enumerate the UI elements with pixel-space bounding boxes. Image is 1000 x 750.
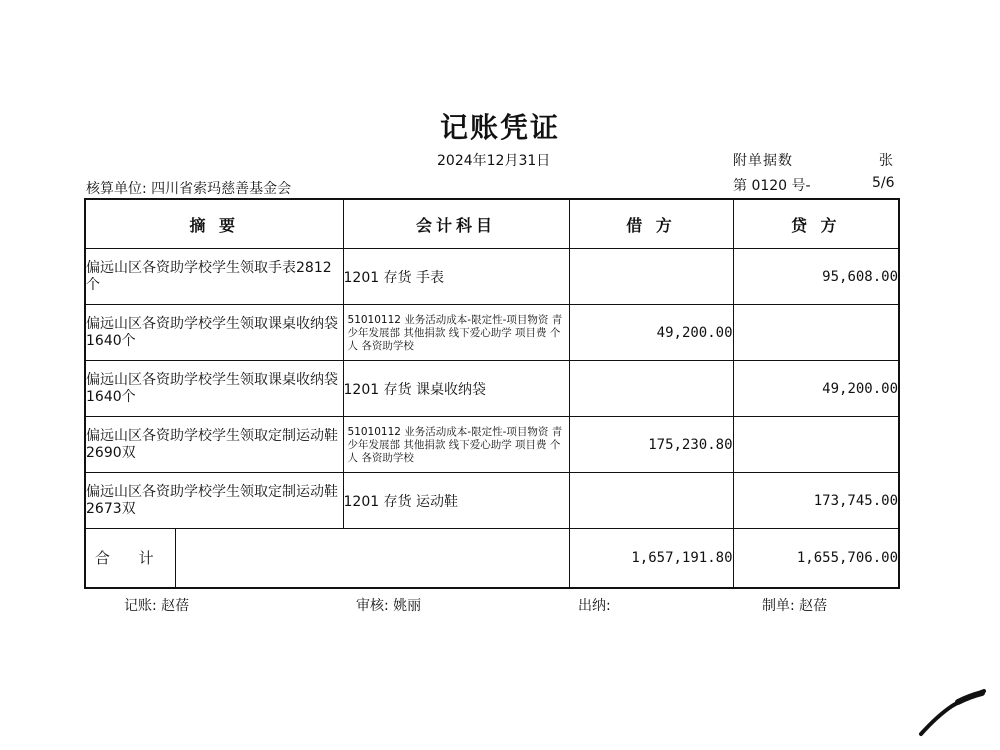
entry-summary: 偏远山区各资助学校学生领取定制运动鞋2673双: [85, 473, 343, 529]
pen-stroke-mark: [918, 688, 988, 738]
total-credit: 1,655,706.00: [733, 529, 899, 588]
entry-credit: [733, 417, 899, 473]
entry-debit: [569, 361, 733, 417]
entry-account: 51010112 业务活动成本-限定性-项目物资 青少年发展部 其他捐款 线下爱心助学 项目费 个人 各资助学校: [343, 417, 569, 473]
header-row: [85, 199, 899, 249]
voucher-table: [84, 198, 900, 589]
total-debit: 1,657,191.80: [569, 529, 733, 588]
accounting-unit: 核算单位: 四川省索玛慈善基金会: [86, 181, 292, 197]
entry-summary: 偏远山区各资助学校学生领取课桌收纳袋1640个: [85, 305, 343, 361]
voucher-title: 记账凭证: [439, 111, 560, 144]
entry-row: [85, 473, 899, 529]
entry-row: [85, 249, 899, 305]
cashier-signature: 出纳:: [578, 598, 611, 614]
voucher-date: 2024年12月31日: [437, 153, 551, 169]
entry-credit: 49,200.00: [733, 361, 899, 417]
entry-account: 1201 存货 运动鞋: [343, 473, 569, 529]
entry-credit: [733, 305, 899, 361]
entry-row: [85, 305, 899, 361]
entry-debit: [569, 473, 733, 529]
entry-debit: 175,230.80: [569, 417, 733, 473]
voucher-page: 5/6: [872, 175, 895, 191]
header-credit: 贷 方: [733, 199, 899, 249]
total-row: [85, 529, 899, 588]
bookkeeper-signature: 记账: 赵蓓: [124, 598, 190, 614]
header-account: 会计科目: [343, 199, 569, 249]
entry-debit: [569, 249, 733, 305]
entry-summary: 偏远山区各资助学校学生领取课桌收纳袋1640个: [85, 361, 343, 417]
reviewer-signature: 审核: 姚丽: [356, 598, 422, 614]
entry-credit: 173,745.00: [733, 473, 899, 529]
entry-summary: 偏远山区各资助学校学生领取手表2812个: [85, 249, 343, 305]
entry-summary: 偏远山区各资助学校学生领取定制运动鞋2690双: [85, 417, 343, 473]
header-summary: 摘 要: [85, 199, 343, 249]
entry-credit: 95,608.00: [733, 249, 899, 305]
entry-account: 51010112 业务活动成本-限定性-项目物资 青少年发展部 其他捐款 线下爱心助学 项目费 个人 各资助学校: [343, 305, 569, 361]
entry-row: [85, 361, 899, 417]
entry-debit: 49,200.00: [569, 305, 733, 361]
attachment-count-label: 附单据数: [733, 153, 793, 169]
entry-row: [85, 417, 899, 473]
total-label: 合 计: [85, 529, 175, 588]
total-blank-cell: [175, 529, 569, 588]
entry-account: 1201 存货 手表: [343, 249, 569, 305]
voucher-number: 第 0120 号-: [733, 178, 811, 194]
header-debit: 借 方: [569, 199, 733, 249]
preparer-signature: 制单: 赵蓓: [762, 598, 828, 614]
entry-account: 1201 存货 课桌收纳袋: [343, 361, 569, 417]
attachment-unit: 张: [879, 153, 893, 169]
